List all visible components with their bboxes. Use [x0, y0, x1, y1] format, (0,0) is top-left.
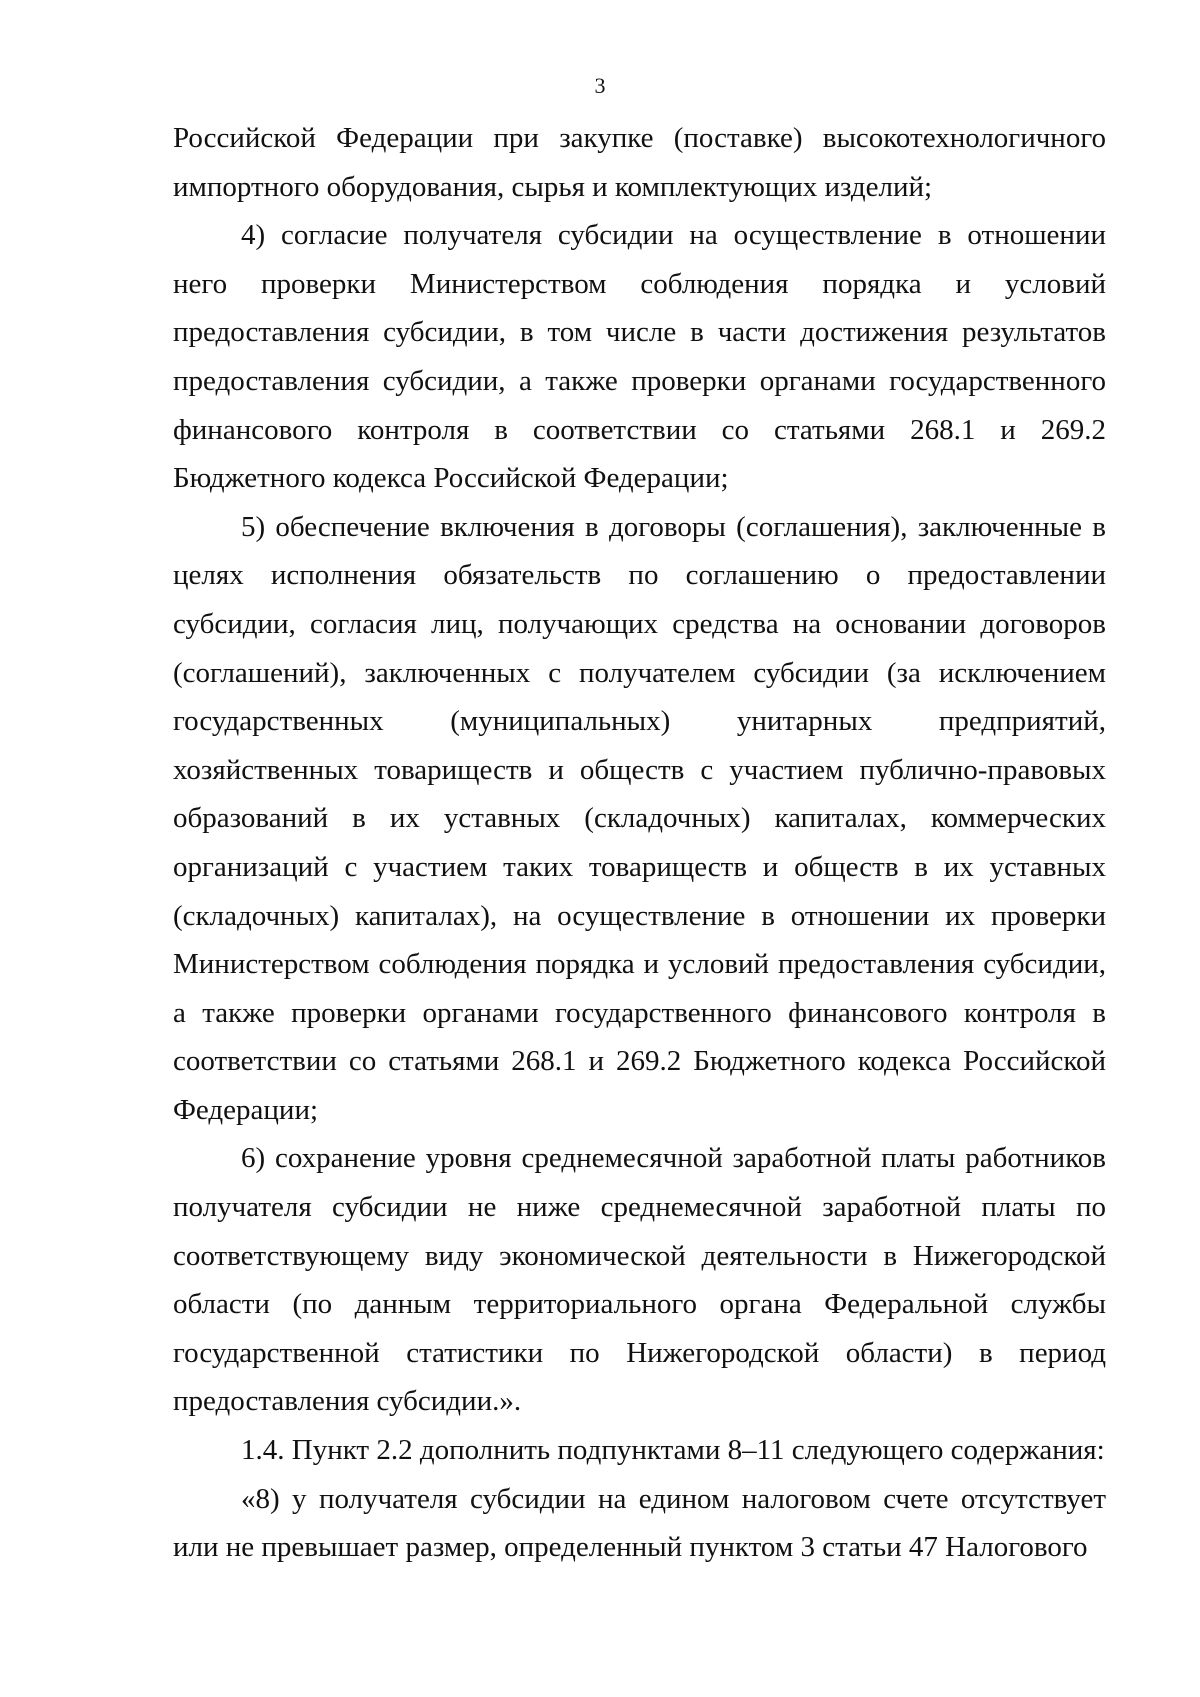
- paragraph-item-6: 6) сохранение уровня среднемесячной заработной платы работников получателя субсидии не ниже среднемесячной заработной платы по соответствующему виду экономической деятельности в Нижегородской области (по данным территориального органа Федеральной службы государственной статистики по Нижегородской области) в период предоставления субсидии.».: [173, 1142, 1106, 1418]
- paragraph-item-4: 4) согласие получателя субсидии на осуществление в отношении него проверки Министерством соблюдения порядка и условий предоставления субсидии, в том числе в части достижения результатов предоставления субсидии, а также проверки органами государственного финансового контроля в соответствии со статьями 268.1 и 269.2 Бюджетного кодекса Российской Федерации;: [173, 219, 1106, 495]
- document-body: [173, 114, 1106, 1572]
- page-number: 3: [594, 73, 606, 98]
- paragraph-section-1-4: 1.4. Пункт 2.2 дополнить подпунктами 8–11 следующего содержания:: [241, 1434, 1105, 1467]
- paragraph-continuation: Российской Федерации при закупке (поставке) высокотехнологичного импортного оборудования, сырья и комплектующих изделий;: [173, 122, 1106, 203]
- paragraph-item-8: «8) у получателя субсидии на едином налоговом счете отсутствует или не превышает размер, определенный пунктом 3 статьи 47 Налогового: [173, 1482, 1106, 1564]
- paragraph-item-5: 5) обеспечение включения в договоры (соглашения), заключенные в целях исполнения обязательств по соглашению о предоставлении субсидии, согласия лиц, получающих средства на основании договоров (соглашений), заключенных с получателем субсидии (за исключением государственных (муниципальных) унитарных предприятий, хозяйственных товариществ и обществ с участием публично-правовых образований в их уставных (складочных) капиталах, коммерческих организаций с участием таких товариществ и обществ в их уставных (складочных) капиталах), на осуществление в отношении их проверки Министерством соблюдения порядка и условий предоставления субсидии, а также проверки органами государственного финансового контроля в соответствии со статьями 268.1 и 269.2 Бюджетного кодекса Российской Федерации;: [173, 510, 1106, 1126]
